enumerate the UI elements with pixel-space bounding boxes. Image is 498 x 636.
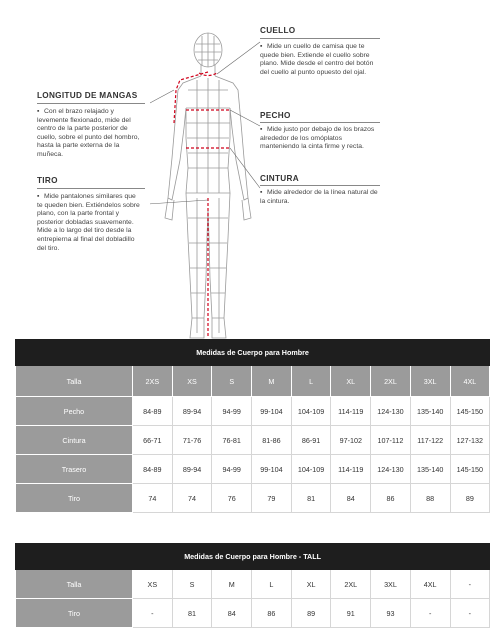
table-row [16, 426, 490, 455]
size-header: 3XL [371, 570, 411, 599]
size-header: XL [331, 366, 371, 397]
size-header: XL [291, 570, 331, 599]
table-cell: 94-99 [212, 455, 252, 484]
pecho-description: Mide justo por debajo de los brazos alrededor de los omóplatos manteniendo la cinta firme y recta. [260, 126, 375, 151]
bullet-icon: ▪ [260, 43, 263, 50]
table-cell: 91 [331, 599, 371, 628]
size-header: 2XS [133, 366, 173, 397]
table-cell: 84 [212, 599, 252, 628]
table-cell: 84-89 [133, 397, 173, 426]
pecho-title: PECHO [260, 111, 291, 120]
table-cell: - [133, 599, 173, 628]
table-cell: 99-104 [252, 455, 292, 484]
table-cell: 114-119 [331, 455, 371, 484]
table-cell: 135-140 [410, 455, 450, 484]
table-cell: 89 [291, 599, 331, 628]
table-cell: 74 [133, 484, 173, 513]
bullet-icon: ▪ [260, 189, 263, 196]
size-header: L [252, 570, 292, 599]
table-cell: 117-122 [410, 426, 450, 455]
table-cell: 107-112 [371, 426, 411, 455]
table-cell: 145-150 [450, 455, 490, 484]
table-cell: 124-130 [371, 455, 411, 484]
tiro-text [37, 193, 143, 253]
cintura-title: CINTURA [260, 174, 299, 183]
table-cell: 124-130 [371, 397, 411, 426]
size-header: S [172, 570, 212, 599]
tiro-rule [37, 188, 145, 189]
table-cell: 81 [291, 484, 331, 513]
measurement-guide [22, 8, 380, 340]
tiro-title: TIRO [37, 176, 58, 185]
size-header: XS [133, 570, 173, 599]
row-label: Tiro [16, 484, 133, 513]
table-cell: 71-76 [172, 426, 212, 455]
size-header: 3XL [410, 366, 450, 397]
size-header: XS [172, 366, 212, 397]
table-cell: - [410, 599, 450, 628]
table-cell: 127-132 [450, 426, 490, 455]
table-cell: 97-102 [331, 426, 371, 455]
table-title: Medidas de Cuerpo para Hombre [16, 340, 490, 366]
table-cell: 86 [252, 599, 292, 628]
table-row [16, 599, 490, 628]
table-cell: 89-94 [172, 397, 212, 426]
table-cell: 99-104 [252, 397, 292, 426]
table-cell: 84 [331, 484, 371, 513]
mangas-title: LONGITUD DE MANGAS [37, 91, 138, 100]
mannequin-measurement-figure [150, 28, 290, 348]
size-header: 4XL [450, 366, 490, 397]
table-title: Medidas de Cuerpo para Hombre - TALL [16, 544, 490, 570]
cuello-title: CUELLO [260, 26, 296, 35]
table-cell: 94-99 [212, 397, 252, 426]
mangas-description: Con el brazo relajado y levemente flexionado, mide del centro de la parte posterior de cuello, sobre el punto del hombro, hasta la parte externa de la muñeca. [37, 108, 140, 158]
table-cell: 74 [172, 484, 212, 513]
header-label: Talla [16, 570, 133, 599]
table-cell: - [450, 599, 490, 628]
row-label: Trasero [16, 455, 133, 484]
row-label: Pecho [16, 397, 133, 426]
size-header: M [252, 366, 292, 397]
table-cell: 81 [172, 599, 212, 628]
table-cell: 145-150 [450, 397, 490, 426]
table-cell: 104-109 [291, 397, 331, 426]
table-cell: 89-94 [172, 455, 212, 484]
table-cell: 76-81 [212, 426, 252, 455]
mangas-text [37, 108, 145, 160]
size-table-regular [15, 339, 490, 513]
bullet-icon: ▪ [37, 193, 40, 200]
table-row [16, 484, 490, 513]
size-header: 4XL [410, 570, 450, 599]
mangas-rule [37, 103, 145, 104]
size-header: M [212, 570, 252, 599]
size-table-tall [15, 543, 490, 628]
table-row [16, 397, 490, 426]
table-cell: 93 [371, 599, 411, 628]
size-header: - [450, 570, 490, 599]
table-cell: 86-91 [291, 426, 331, 455]
tiro-description: Mide pantalones similares que te queden bien. Extiéndelos sobre plano, con la parte frontal y posterior dobladas suavemente. Mide a lo largo del tiro desde la entrepierna al final del dobladillo del tiro. [37, 193, 140, 252]
size-header: L [291, 366, 331, 397]
bullet-icon: ▪ [260, 126, 263, 133]
row-label: Tiro [16, 599, 133, 628]
size-header: S [212, 366, 252, 397]
table-cell: 86 [371, 484, 411, 513]
cuello-description: Mide un cuello de camisa que te quede bien. Extiende el cuello sobre plano. Mide desde el centro del botón del cuello al punto opuesto del ojal. [260, 43, 374, 76]
table-cell: 114-119 [331, 397, 371, 426]
table-cell: 81-86 [252, 426, 292, 455]
bullet-icon: ▪ [37, 108, 40, 115]
row-label: Cintura [16, 426, 133, 455]
table-cell: 104-109 [291, 455, 331, 484]
table-cell: 88 [410, 484, 450, 513]
table-cell: 89 [450, 484, 490, 513]
table-cell: 84-89 [133, 455, 173, 484]
table-cell: 79 [252, 484, 292, 513]
table-cell: 135-140 [410, 397, 450, 426]
header-label: Talla [16, 366, 133, 397]
size-header: 2XL [371, 366, 411, 397]
table-cell: 66-71 [133, 426, 173, 455]
size-header: 2XL [331, 570, 371, 599]
cintura-description: Mide alrededor de la línea natural de la cintura. [260, 189, 378, 205]
table-row [16, 455, 490, 484]
table-cell: 76 [212, 484, 252, 513]
